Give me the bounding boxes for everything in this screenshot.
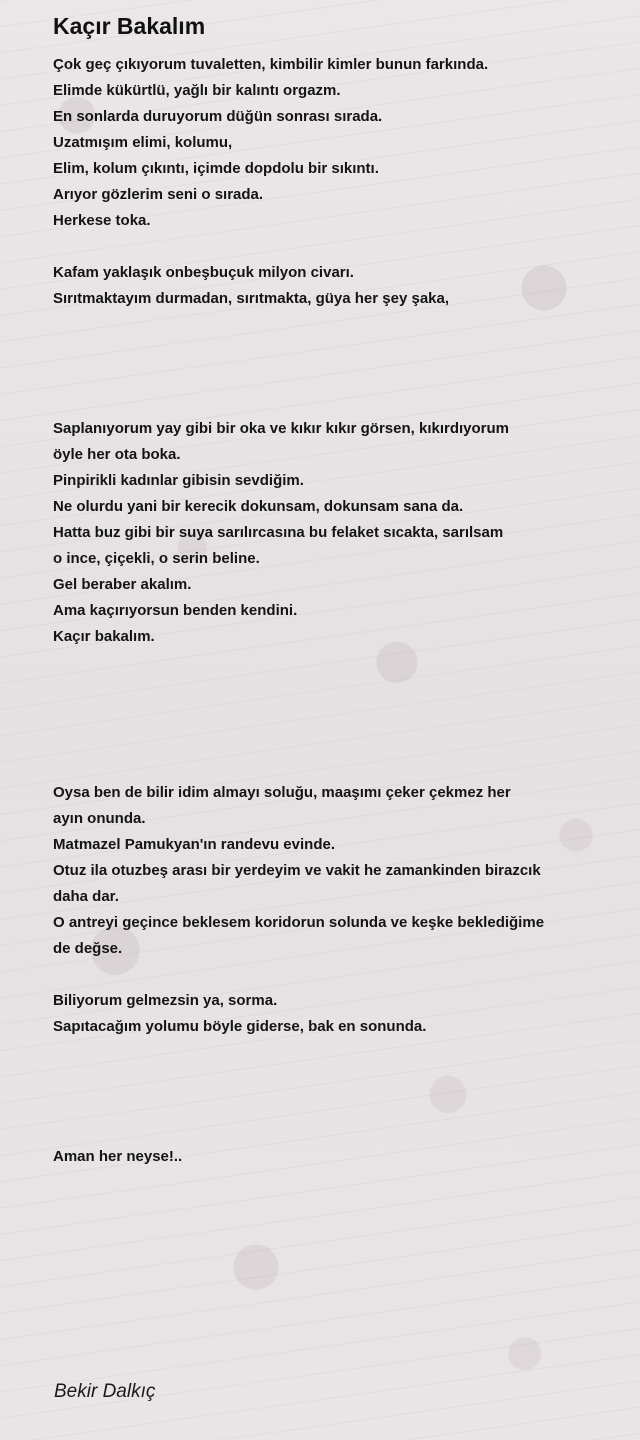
poem-line: Ne olurdu yani bir kerecik dokunsam, dokunsam sana da. — [53, 498, 464, 515]
stanza-break — [53, 962, 623, 988]
stanza-break — [53, 312, 623, 338]
poem-line: Elimde kükürtlü, yağlı bir kalıntı orgazm. — [53, 82, 341, 99]
poem-body — [53, 52, 623, 1170]
stanza-break — [53, 728, 623, 754]
poem-line: Uzatmışım elimi, kolumu, — [53, 134, 233, 151]
poem-line: Saplanıyorum yay gibi bir oka ve kıkır kıkır görsen, kıkırdıyorum — [53, 420, 510, 437]
poem-line: o ince, çiçekli, o serin beline. — [53, 550, 260, 567]
stanza-break — [53, 650, 623, 676]
poem-line: Kafam yaklaşık onbeşbuçuk milyon civarı. — [53, 264, 354, 281]
poem-line: O antreyi geçince beklesem koridorun solunda ve keşke beklediğime — [53, 914, 545, 931]
poem-line: ayın onunda. — [53, 810, 146, 827]
poem-author: Bekir Dalkıç — [54, 1381, 156, 1402]
poem-title: Kaçır Bakalım — [53, 13, 206, 39]
poem-line: Sırıtmaktayım durmadan, sırıtmakta, güya her şey şaka, — [53, 290, 450, 307]
poem-line: Aman her neyse!.. — [53, 1148, 183, 1165]
stanza-break — [53, 702, 623, 728]
poem-line: Elim, kolum çıkıntı, içimde dopdolu bir sıkıntı. — [53, 160, 379, 177]
poem-line: Otuz ila otuzbeş arası bir yerdeyim ve vakit he zamankinden birazcık — [53, 862, 541, 879]
poem-line: Pinpirikli kadınlar gibisin sevdiğim. — [53, 472, 304, 489]
stanza-break — [53, 1092, 623, 1118]
stanza-break — [53, 1066, 623, 1092]
poem-line: En sonlarda duruyorum düğün sonrası sırada. — [53, 108, 383, 125]
poem-line: Ama kaçırıyorsun benden kendini. — [53, 602, 298, 619]
poem-line: Oysa ben de bilir idim almayı soluğu, maaşımı çeker çekmez her — [53, 784, 511, 801]
poem-line: Gel beraber akalım. — [53, 576, 192, 593]
stanza-break — [53, 390, 623, 416]
stanza-break — [53, 364, 623, 390]
stanza-break — [53, 338, 623, 364]
poem-line: Arıyor gözlerim seni o sırada. — [53, 186, 264, 203]
poem-line: Matmazel Pamukyan'ın randevu evinde. — [53, 836, 335, 853]
stanza-break — [53, 1118, 623, 1144]
stanza-break — [53, 1040, 623, 1066]
poem-line: Herkese toka. — [53, 212, 151, 229]
stanza-break — [53, 754, 623, 780]
poem-line: Sapıtacağım yolumu böyle giderse, bak en sonunda. — [53, 1018, 427, 1035]
stanza-break — [53, 234, 623, 260]
poem-line: de değse. — [53, 940, 123, 957]
poem-line: Kaçır bakalım. — [53, 628, 155, 645]
poem-line: Biliyorum gelmezsin ya, sorma. — [53, 992, 278, 1009]
poem-line: Hatta buz gibi bir suya sarılırcasına bu felaket sıcakta, sarılsam — [53, 524, 504, 541]
poem-line: öyle her ota boka. — [53, 446, 181, 463]
poem-line: Çok geç çıkıyorum tuvaletten, kimbilir kimler bunun farkında. — [53, 56, 489, 73]
poem-line: daha dar. — [53, 888, 119, 905]
stanza-break — [53, 676, 623, 702]
